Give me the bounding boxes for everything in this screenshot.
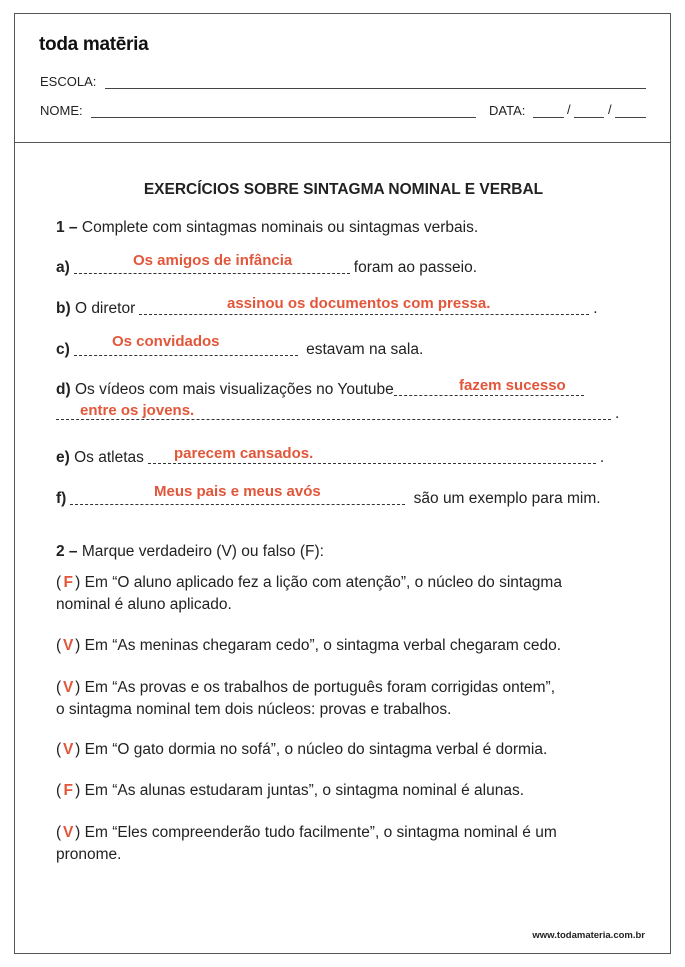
question-number: 2 – [56,543,78,560]
page-title: EXERCÍCIOS SOBRE SINTAGMA NOMINAL E VERBAL [143,181,544,198]
answer-blank[interactable] [148,463,596,464]
answer-text: parecem cansados. [174,445,314,462]
name-field[interactable] [91,117,476,118]
answer-text: Os convidados [112,333,220,350]
true-false-item: ( V ) Em “As provas e os trabalhos de português foram corrigidas ontem”, o sintagma nominal tem dois núcleos: provas e trabalhos. [56,679,556,718]
true-false-mark[interactable]: V [63,679,74,696]
answer-text: entre os jovens. [80,402,195,419]
answer-blank[interactable] [139,314,589,315]
answer-text: Os amigos de infância [133,252,293,269]
answer-text: Meus pais e meus avós [154,483,321,500]
true-false-item: ( F ) Em “O aluno aplicado fez a lição com atenção”, o núcleo do sintagma nominal é aluno aplicado. [56,574,562,613]
question-2-prompt: 2 – Marque verdadeiro (V) ou falso (F): [56,543,324,560]
answer-text: fazem sucesso [459,377,566,394]
school-field[interactable] [105,88,646,89]
school-label: ESCOLA: [40,74,97,89]
answer-blank[interactable] [70,504,405,505]
true-false-mark[interactable]: V [63,741,74,758]
question-1d-continuation: . [56,405,619,423]
worksheet-frame [14,13,671,954]
answer-blank[interactable] [74,355,298,356]
logo: toda matēria [39,34,149,55]
name-label: NOME: [40,103,83,118]
answer-blank[interactable] [56,419,611,420]
question-1d: d) Os vídeos com mais visualizações no Youtube [56,381,588,399]
date-month-field[interactable] [574,117,604,118]
question-1-prompt: 1 – Complete com sintagmas nominais ou sintagmas verbais. [56,219,479,236]
true-false-mark[interactable]: V [63,637,74,654]
true-false-item: ( V ) Em “O gato dormia no sofá”, o núcleo do sintagma verbal é dormia. [56,739,547,761]
true-false-mark[interactable]: V [63,824,74,841]
true-false-item: ( F ) Em “As alunas estudaram juntas”, o sintagma nominal é alunas. [56,780,524,802]
question-1b: b) O diretor . [56,300,598,317]
question-1a: a) foram ao passeio. [56,259,478,276]
footer-url[interactable]: www.todamateria.com.br [532,930,645,941]
date-label: DATA: [489,103,526,118]
date-separator: / [608,102,612,117]
true-false-item: ( V ) Em “As meninas chegaram cedo”, o sintagma verbal chegaram cedo. [56,635,561,657]
date-separator: / [567,102,571,117]
header-divider [15,142,670,143]
true-false-mark[interactable]: F [63,782,73,799]
question-1c: c) estavam na sala. [56,341,424,358]
question-1f: f) são um exemplo para mim. [56,490,601,507]
question-1e: e) Os atletas . [56,449,605,466]
date-day-field[interactable] [533,117,564,118]
answer-blank[interactable] [394,395,584,396]
date-year-field[interactable] [615,117,646,118]
answer-text: assinou os documentos com pressa. [227,295,491,312]
true-false-item: ( V ) Em “Eles compreenderão tudo facilmente”, o sintagma nominal é um pronome. [56,824,557,863]
true-false-mark[interactable]: F [63,574,73,591]
answer-blank[interactable] [74,273,350,274]
question-number: 1 – [56,219,78,236]
